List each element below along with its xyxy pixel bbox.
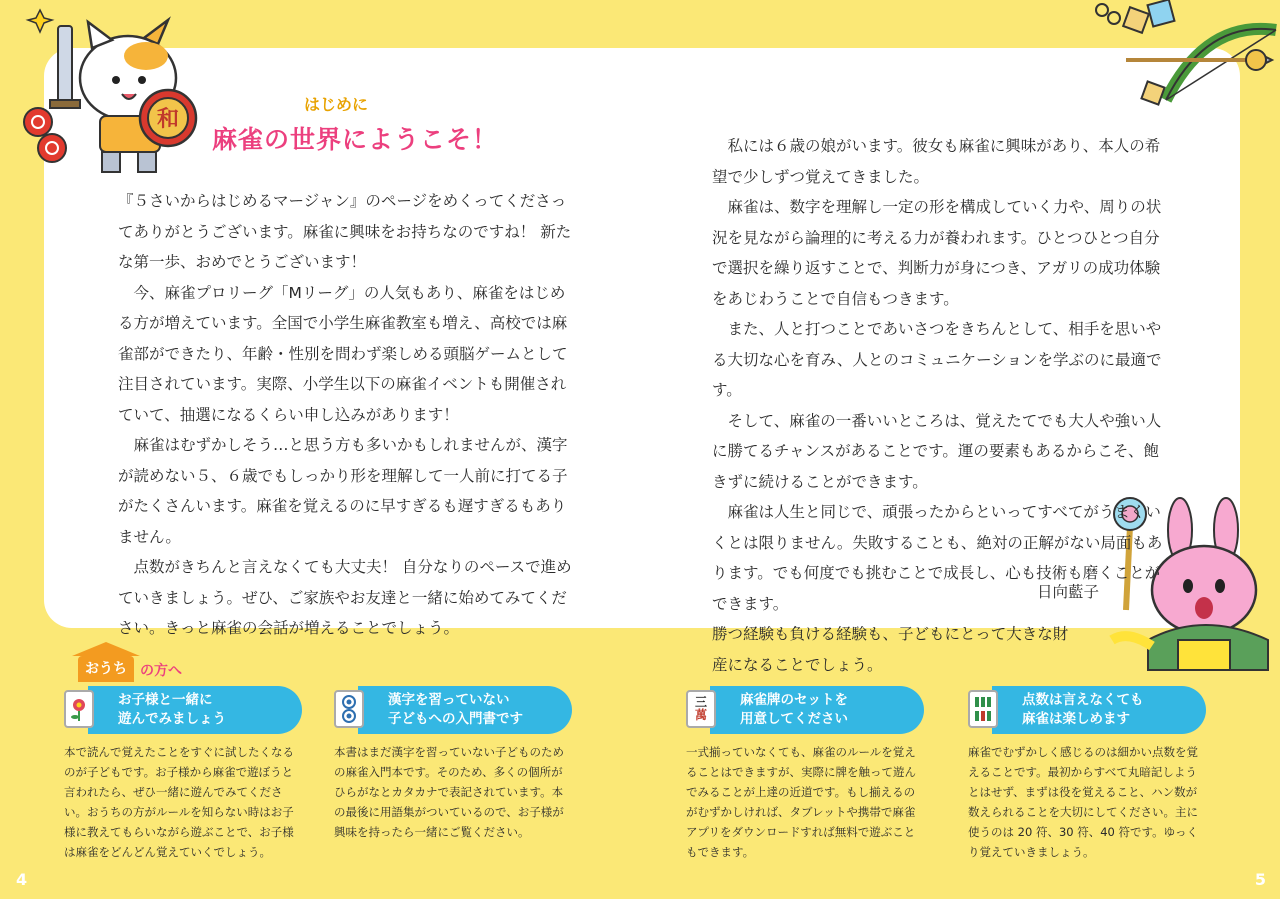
section-label: の方へ bbox=[140, 663, 182, 679]
tip-title bbox=[88, 686, 302, 734]
tip-title-line: 麻雀牌のセットを bbox=[740, 692, 848, 708]
paragraph: 私には６歳の娘がいます。彼女も麻雀に興味があり、本人の希望で少しずつ覚えてきました。 bbox=[712, 137, 1161, 186]
paragraph: 点数がきちんと言えなくても大丈夫！ 自分なりのペースで進めていきましょう。ぜひ、ご家族やお友達と一緒に始めてみてください。きっと麻雀の会話が増えることでしょう。 bbox=[118, 558, 572, 637]
paragraph: 麻雀はむずかしそう…と思う方も多いかもしれませんが、漢字が読めない５、６歳でもしっかり形を理解して一人前に打てる子がたくさんいます。麻雀を覚えるのに早すぎるも遅すぎるもありません。 bbox=[118, 436, 568, 546]
paragraph: 麻雀は人生と同じで、頑張ったからといってすべてがうまくいくとは限りません。失敗することも、絶対の正解がない局面もあります。でも何度でも挑むことで成長し、心も技術も磨くことができます。 bbox=[712, 503, 1163, 613]
tip-title-line: 漢字を習っていない bbox=[388, 692, 510, 708]
page-number-right: 5 bbox=[1254, 870, 1266, 889]
intro-left-column bbox=[118, 186, 580, 644]
author-signature: 日向藍子 bbox=[1037, 583, 1100, 601]
page-title: 麻雀の世界にようこそ！ bbox=[212, 125, 499, 154]
paragraph: そして、麻雀の一番いいところは、覚えたてでも大人や強い人に勝てるチャンスがあることです。運の要素もあるからこそ、飽きずに続けることができます。 bbox=[712, 411, 1162, 491]
tip-title-line: お子様と一緒に bbox=[118, 692, 213, 708]
cat-knight-mascot bbox=[18, 8, 198, 178]
page-number-left: 4 bbox=[16, 870, 28, 889]
paragraph: 『５さいからはじめるマージャン』のページをめくってくださってありがとうございます。麻雀に興味をお持ちなのですね！ 新たな第一歩、おめでとうございます！ bbox=[118, 192, 572, 271]
paragraph: 麻雀は、数字を理解し一定の形を構成していく力や、周りの状況を見ながら論理的に考える力が養われます。ひとつひとつ自分で選択を繰り返すことで、判断力が身につき、アガリの成功体験をあじわうことで自信もつきます。 bbox=[712, 198, 1162, 308]
paragraph: また、人と打つことであいさつをきちんとして、相手を思いやる大切な心を育み、人とのコミュニケーションを学ぶのに最適です。 bbox=[712, 320, 1162, 399]
tip-title bbox=[710, 686, 924, 734]
tip-body: 本書はまだ漢字を習っていない子どものための麻雀入門本です。そのため、多くの個所がひらがなとカタカナで表記されています。本の最後に用語集がついているので、お子様が興味を持ったら一緒にご覧ください。 bbox=[334, 745, 564, 839]
tip-title-line: 遊んでみましょう bbox=[118, 711, 226, 727]
bamboo-tile-icon bbox=[968, 690, 998, 728]
tile-character: 三 bbox=[694, 695, 707, 709]
flower-tile-icon bbox=[64, 690, 94, 728]
tip-body: 麻雀でむずかしく感じるのは細かい点数を覚えることです。最初からすべて丸暗記しようとはせず、まずは役を覚えること、ハン数が数えられることを大切にしてください。主に使うのは 20 符、30 符、40 符です。ゆっくり覚えていきましょう。 bbox=[968, 745, 1198, 859]
page-kicker: はじめに bbox=[304, 95, 369, 114]
tip-body: 一式揃っていなくても、麻雀のルールを覚えることはできますが、実際に牌を触って遊んでみることが上達の近道です。もし揃えるのがむずかしければ、タブレットや携帯で麻雀アプリをダウンロードすれば無料で遊ぶこともできます。 bbox=[686, 745, 916, 859]
tile-character: 萬 bbox=[694, 708, 707, 722]
circle-tile-icon bbox=[334, 690, 364, 728]
tip-title-line: 用意してください bbox=[740, 711, 848, 727]
tip-title-line: 点数は言えなくても bbox=[1022, 692, 1144, 708]
bow-arrow-illustration bbox=[1086, 0, 1280, 120]
intro-right-column bbox=[712, 131, 1174, 680]
tip-title-line: 子どもへの入門書です bbox=[388, 711, 523, 727]
paragraph: 今、麻雀プロリーグ「Mリーグ」の人気もあり、麻雀をはじめる方が増えています。全国で小学生麻雀教室も増え、高校では麻雀部ができたり、年齢・性別を問わず楽しめる頭脳ゲームとして注目されています。実際、小学生以下の麻雀イベントも開催されていて、抽選になるくらい申し込みがあります！ bbox=[118, 283, 568, 424]
section-tab: おうち bbox=[78, 656, 134, 682]
shield-label: 和 bbox=[156, 107, 180, 132]
paragraph: 勝つ経験も負ける経験も、子どもにとって大きな財産になることでしょう。 bbox=[712, 625, 1069, 674]
character-tile-icon bbox=[686, 690, 716, 728]
tip-title bbox=[992, 686, 1206, 734]
tip-title-line: 麻雀は楽しめます bbox=[1022, 711, 1130, 727]
section-tab-roof bbox=[72, 642, 140, 656]
tip-title bbox=[358, 686, 572, 734]
tip-body: 本で読んで覚えたことをすぐに試したくなるのが子どもです。お子様から麻雀で遊ぼうと言われたら、ぜひ一緒に遊んでみてください。おうちの方がルールを知らない時はお子様に教えてもらいながら遊ぶことで、お子様は麻雀をどんどん覚えていくでしょう。 bbox=[64, 745, 294, 859]
